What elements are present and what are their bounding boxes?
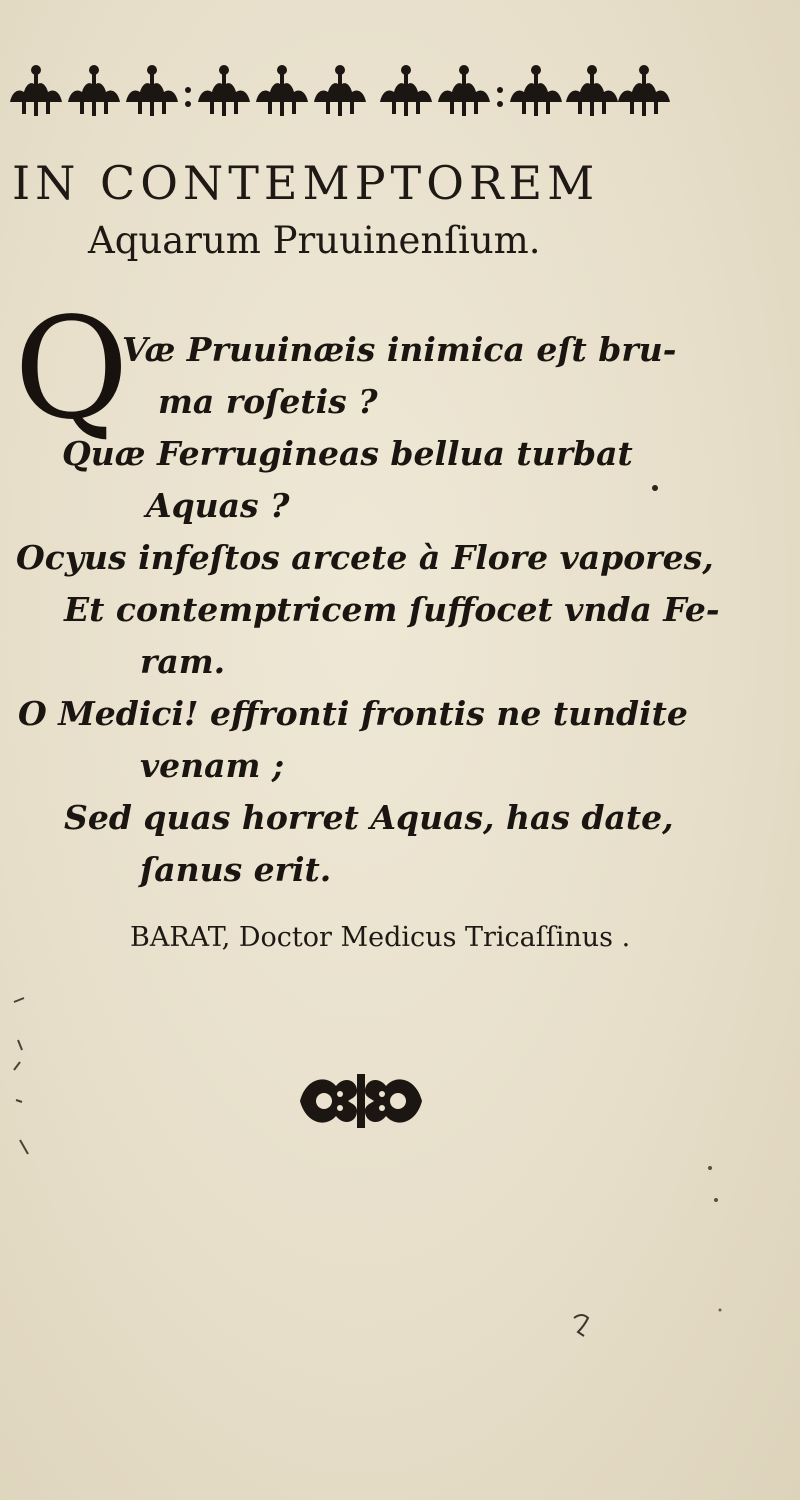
- poem-line-7: ram.: [140, 642, 226, 681]
- poem-line-3: Quæ Ferrugineas bellua turbat: [62, 434, 633, 473]
- poem-line-10: Sed quas horret Aquas, has date,: [64, 798, 674, 837]
- poem-line-4: Aquas ?: [146, 486, 290, 525]
- page-subtitle: Aquarum Pruuinenſium.: [88, 219, 541, 262]
- poem-line-9: venam ;: [140, 746, 285, 785]
- poem-line-1: Væ Pruuinæis inimica eſt bru-: [122, 330, 677, 369]
- poem-line-11: ſanus erit.: [140, 850, 332, 889]
- poem-line-6: Et contemptricem ſuffocet vnda Fe-: [64, 590, 720, 629]
- poem-line-8: O Medici! effronti frontis ne tundite: [18, 694, 688, 733]
- drop-cap-letter: Q: [14, 288, 129, 451]
- page-title: IN CONTEMPTOREM: [12, 156, 600, 210]
- author-signature: BARAT, Doctor Medicus Tricaſſinus .: [130, 922, 631, 953]
- poem-line-2: ma roſetis ?: [158, 382, 378, 421]
- poem-line-5: Ocyus infeſtos arcete à Flore vapores,: [16, 538, 714, 577]
